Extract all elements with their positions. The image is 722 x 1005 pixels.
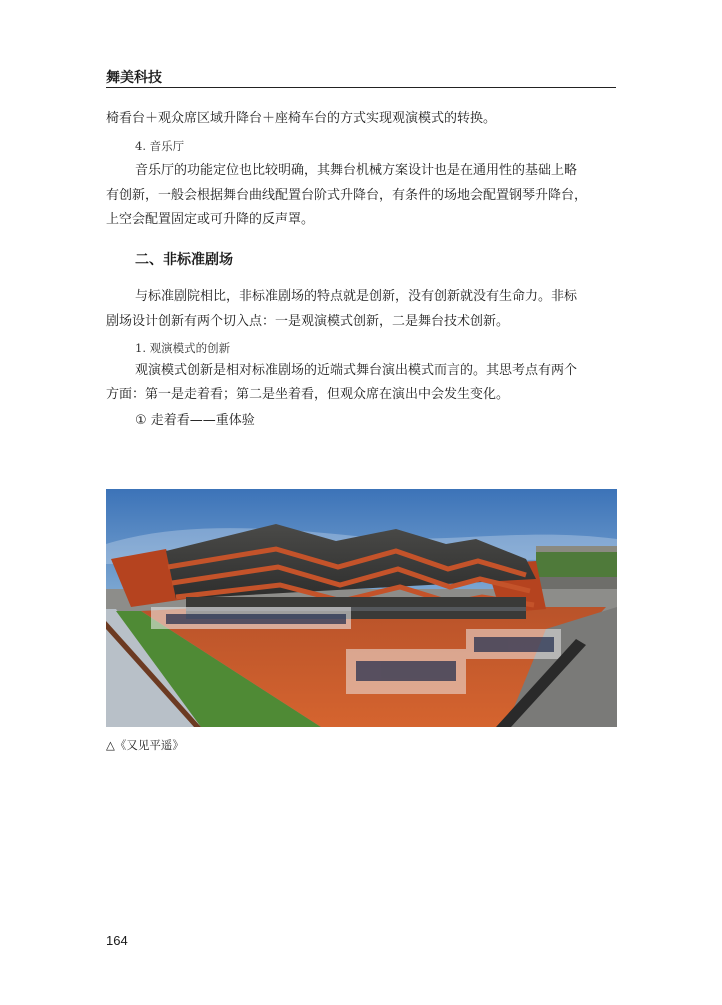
page-number: 164 bbox=[106, 933, 128, 948]
list-item: ① 走着看——重体验 bbox=[135, 413, 255, 428]
header-rule bbox=[106, 87, 616, 88]
paragraph-line: 有创新，一般会根据舞台曲线配置台阶式升降台，有条件的场地会配置钢琴升降台， bbox=[106, 188, 588, 203]
paragraph-line: 剧场设计创新有两个切入点：一是观演模式创新，二是舞台技术创新。 bbox=[106, 314, 510, 329]
page-header-title: 舞美科技 bbox=[106, 70, 162, 86]
subsection-heading: 1. 观演模式的创新 bbox=[135, 341, 231, 355]
theater-photo bbox=[106, 489, 617, 727]
paragraph-line: 观演模式创新是相对标准剧场的近端式舞台演出模式而言的。其思考点有两个 bbox=[135, 363, 578, 378]
section-heading-nonstandard: 二、非标准剧场 bbox=[135, 252, 233, 268]
paragraph-line: 音乐厅的功能定位也比较明确，其舞台机械方案设计也是在通用性的基础上略 bbox=[135, 163, 578, 178]
figure-caption: △《又见平遥》 bbox=[106, 738, 184, 752]
paragraph-line: 与标准剧院相比，非标准剧场的特点就是创新，没有创新就没有生命力。非标 bbox=[135, 289, 578, 304]
paragraph-line: 方面：第一是走着看；第二是坐着看，但观众席在演出中会发生变化。 bbox=[106, 387, 510, 402]
text-line: 椅看台＋观众席区域升降台＋座椅车台的方式实现观演模式的转换。 bbox=[106, 111, 497, 126]
section-heading-music-hall: 4. 音乐厅 bbox=[135, 139, 185, 153]
paragraph-line: 上空会配置固定或可升降的反声罩。 bbox=[106, 212, 315, 227]
